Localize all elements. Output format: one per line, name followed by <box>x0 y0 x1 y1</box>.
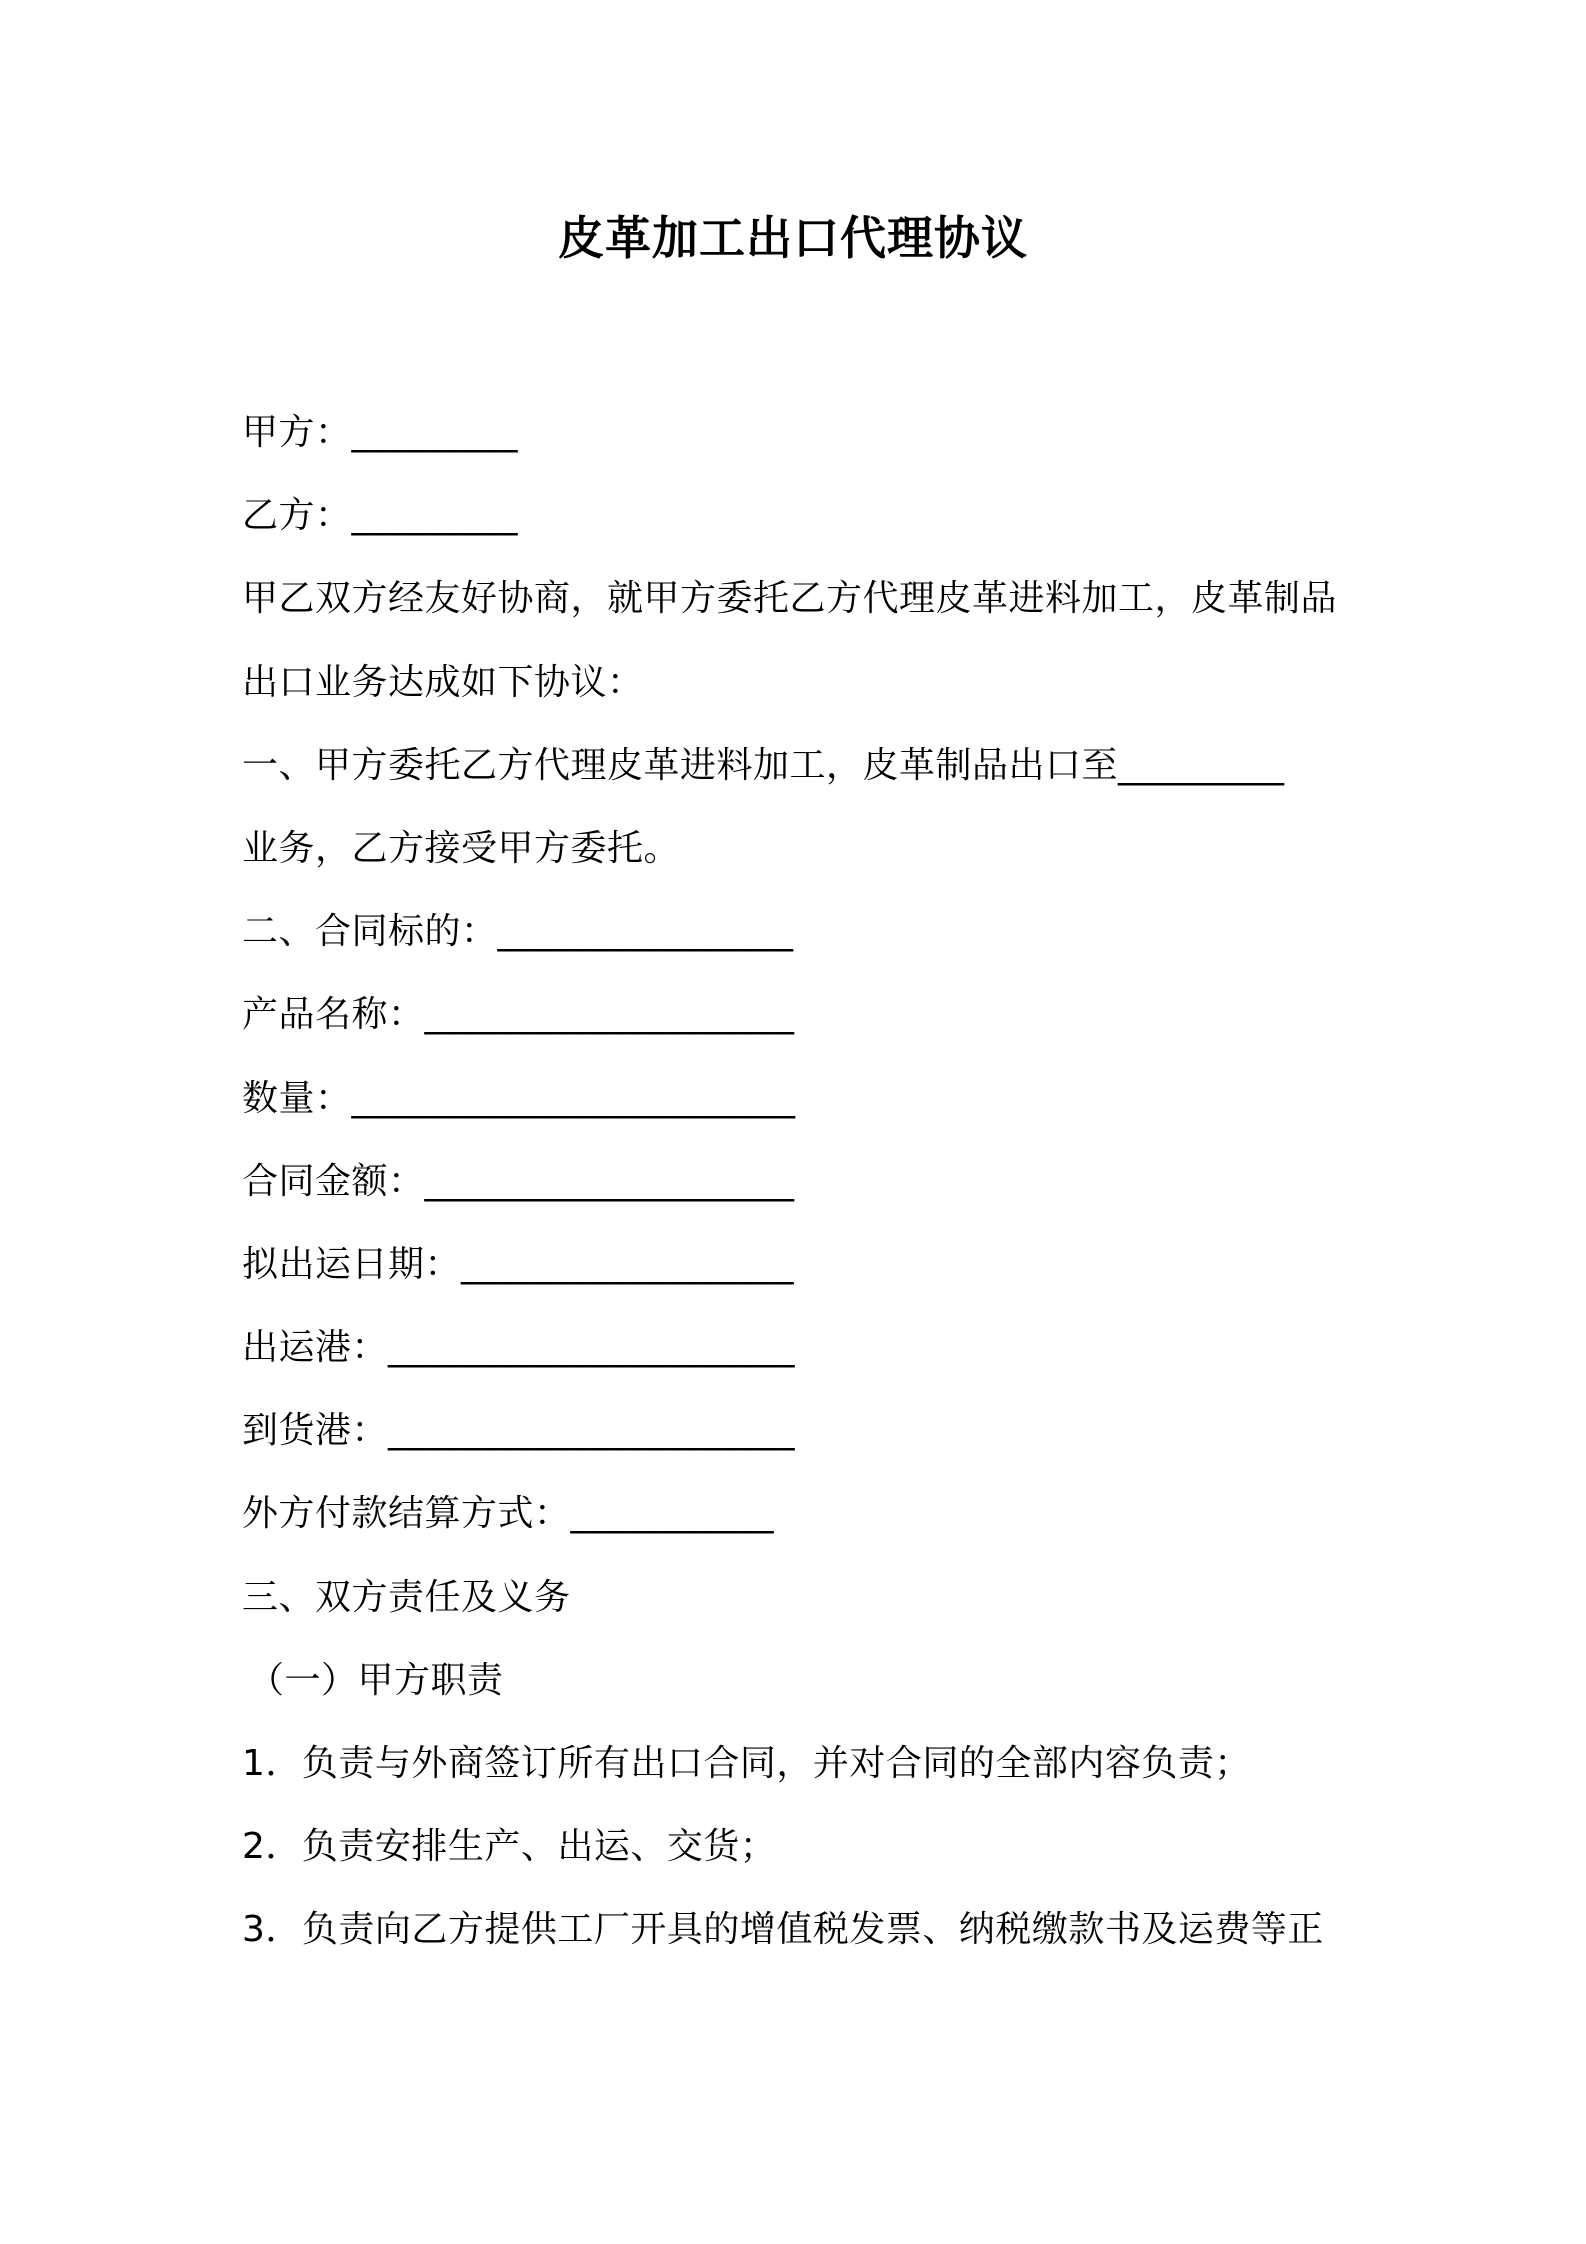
clause-2-heading: 二、合同标的：________________ <box>242 911 794 953</box>
port-of-departure-line: 出运港：______________________ <box>242 1327 796 1369</box>
document-title: 皮革加工出口代理协议 <box>558 211 1028 265</box>
product-name-line: 产品名称：____________________ <box>242 994 795 1036</box>
duty-item-2: 2．负责安排生产、出运、交货； <box>242 1826 777 1868</box>
shipping-date-line: 拟出运日期：__________________ <box>242 1243 795 1285</box>
preamble-line-1: 甲乙双方经友好协商，就甲方委托乙方代理皮革进料加工，皮革制品 <box>242 578 1338 620</box>
port-of-arrival-line: 到货港：______________________ <box>242 1410 796 1452</box>
clause-1-line-1: 一、甲方委托乙方代理皮革进料加工，皮革制品出口至_________ <box>242 744 1285 786</box>
quantity-line: 数量：________________________ <box>242 1077 796 1119</box>
clause-3-heading: 三、双方责任及义务 <box>242 1576 571 1618</box>
clause-1-line-2: 业务，乙方接受甲方委托。 <box>242 827 681 869</box>
document-body <box>242 405 1362 1986</box>
party-a-line: 甲方：_________ <box>242 412 519 453</box>
party-a-duties-heading: （一）甲方职责 <box>248 1659 504 1701</box>
duty-item-3: 3．负责向乙方提供工厂开具的增值税发票、纳税缴款书及运费等正 <box>242 1909 1324 1951</box>
duty-item-1: 1．负责与外商签订所有出口合同，并对合同的全部内容负责； <box>242 1743 1251 1784</box>
preamble-line-2: 出口业务达成如下协议： <box>242 661 644 703</box>
party-b-line: 乙方：_________ <box>242 495 519 537</box>
contract-amount-line: 合同金额：____________________ <box>242 1160 795 1202</box>
payment-method-line: 外方付款结算方式：___________ <box>242 1493 775 1535</box>
